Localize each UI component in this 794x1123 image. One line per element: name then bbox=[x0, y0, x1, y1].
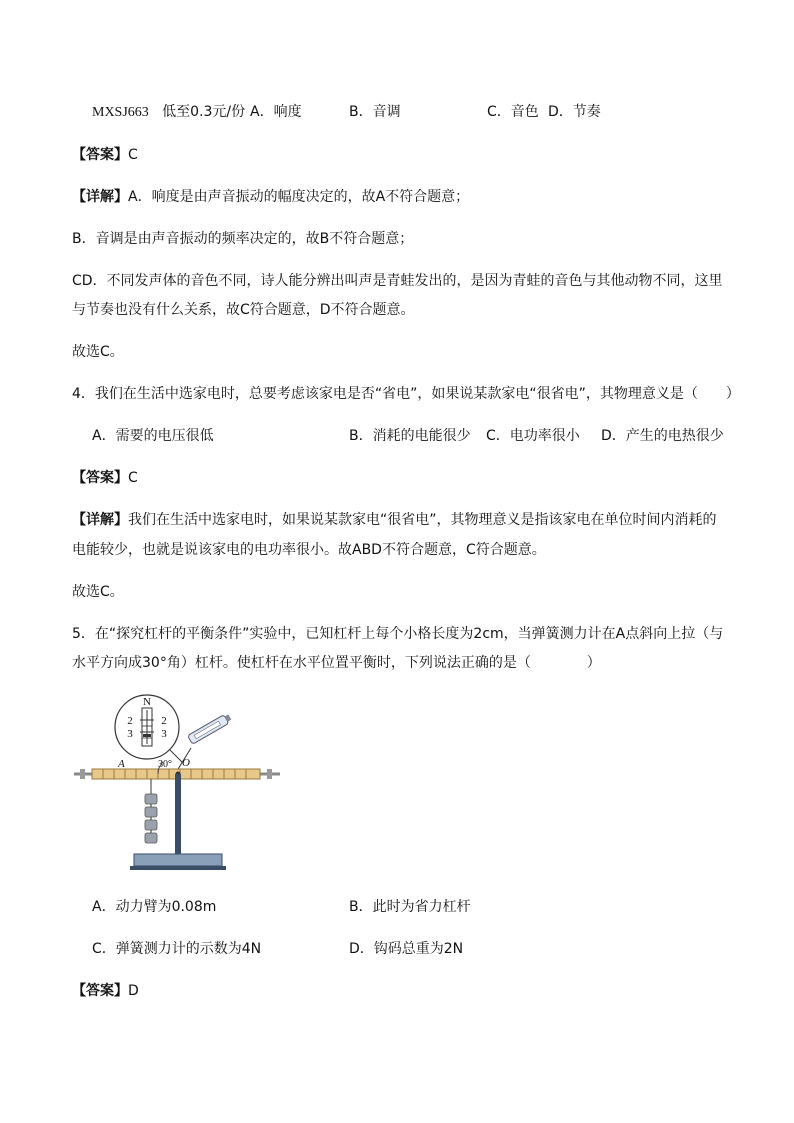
spring-balance bbox=[188, 713, 233, 745]
answer-value: C bbox=[128, 470, 138, 486]
answer-value: D bbox=[128, 983, 139, 999]
q4-option-c: C．电功率很小 bbox=[486, 428, 580, 444]
q4-stem: 4．我们在生活中选家电时，总要考虑该家电是否“省电”，如果说某款家电“很省电”，其物理意义是（ ） bbox=[72, 386, 740, 402]
answer-value: C bbox=[128, 147, 138, 163]
q3-detail-cd-1: CD．不同发声体的音色不同，诗人能分辨出叫声是青蛙发出的，是因为青蛙的音色与其他动物不同，这里 bbox=[72, 273, 723, 289]
label-angle: 30° bbox=[158, 759, 172, 770]
q4-detail-1 bbox=[72, 510, 717, 530]
detail-text: A．响度是由声音振动的幅度决定的，故A不符合题意； bbox=[128, 189, 470, 205]
label-3-left: 3 bbox=[127, 728, 133, 740]
q3-answer bbox=[72, 145, 138, 165]
q3-option-b: B．音调 bbox=[349, 104, 401, 120]
q5-option-a: A．动力臂为0.08m bbox=[92, 899, 217, 915]
q5-stem-1: 5．在“探究杠杆的平衡条件”实验中，已知杠杆上每个小格长度为2cm，当弹簧测力计在A点斜向上拉（与 bbox=[72, 626, 724, 642]
q5-option-c: C．弹簧测力计的示数为4N bbox=[92, 941, 262, 957]
q3-options-line bbox=[92, 102, 245, 123]
detail-tag: 【详解】 bbox=[72, 512, 128, 528]
q3-option-a: A．响度 bbox=[250, 104, 302, 120]
label-2-right: 2 bbox=[161, 715, 167, 727]
label-3-right: 3 bbox=[161, 728, 167, 740]
detail-tag: 【详解】 bbox=[72, 189, 128, 205]
label-2-left: 2 bbox=[127, 715, 133, 727]
promo-text: 低至0.3元/份 bbox=[162, 104, 246, 120]
label-n: N bbox=[143, 696, 151, 708]
q3-detail-cd-2: 与节奏也没有什么关系，故C符合题意，D不符合题意。 bbox=[72, 302, 415, 318]
q3-conclusion: 故选C。 bbox=[72, 344, 124, 360]
promo-code: MXSJ663 bbox=[92, 105, 149, 120]
q4-option-b: B．消耗的电能很少 bbox=[349, 428, 471, 444]
q3-option-d: D．节奏 bbox=[548, 104, 601, 120]
lever-figure bbox=[72, 690, 292, 880]
scale-pointer bbox=[143, 734, 151, 737]
label-o: O bbox=[182, 757, 190, 769]
stand-pole bbox=[175, 774, 181, 854]
q5-answer bbox=[72, 981, 139, 1001]
q5-stem-2: 水平方向成30°角）杠杆。使杠杆在水平位置平衡时，下列说法正确的是（ ） bbox=[72, 655, 601, 671]
q4-detail-2: 电能较少，也就是说该家电的电功率很小。故ABD不符合题意，C符合题意。 bbox=[72, 542, 546, 558]
q5-option-b: B．此时为省力杠杆 bbox=[349, 899, 471, 915]
q3-detail-a bbox=[72, 187, 469, 207]
answer-tag: 【答案】 bbox=[72, 147, 128, 163]
q4-option-d: D．产生的电热很少 bbox=[601, 428, 724, 444]
stand-base bbox=[134, 854, 222, 866]
q4-option-a: A．需要的电压很低 bbox=[92, 428, 214, 444]
answer-tag: 【答案】 bbox=[72, 983, 128, 999]
label-a: A bbox=[118, 758, 125, 770]
q5-option-d: D．钩码总重为2N bbox=[349, 941, 464, 957]
q3-detail-b: B．音调是由声音振动的频率决定的，故B不符合题意； bbox=[72, 231, 414, 247]
q4-answer bbox=[72, 468, 138, 488]
detail-text: 我们在生活中选家电时，如果说某款家电“很省电”，其物理意义是指该家电在单位时间内消耗的 bbox=[128, 512, 717, 528]
answer-tag: 【答案】 bbox=[72, 470, 128, 486]
q4-conclusion: 故选C。 bbox=[72, 584, 124, 600]
q3-option-c: C．音色 bbox=[487, 104, 539, 120]
